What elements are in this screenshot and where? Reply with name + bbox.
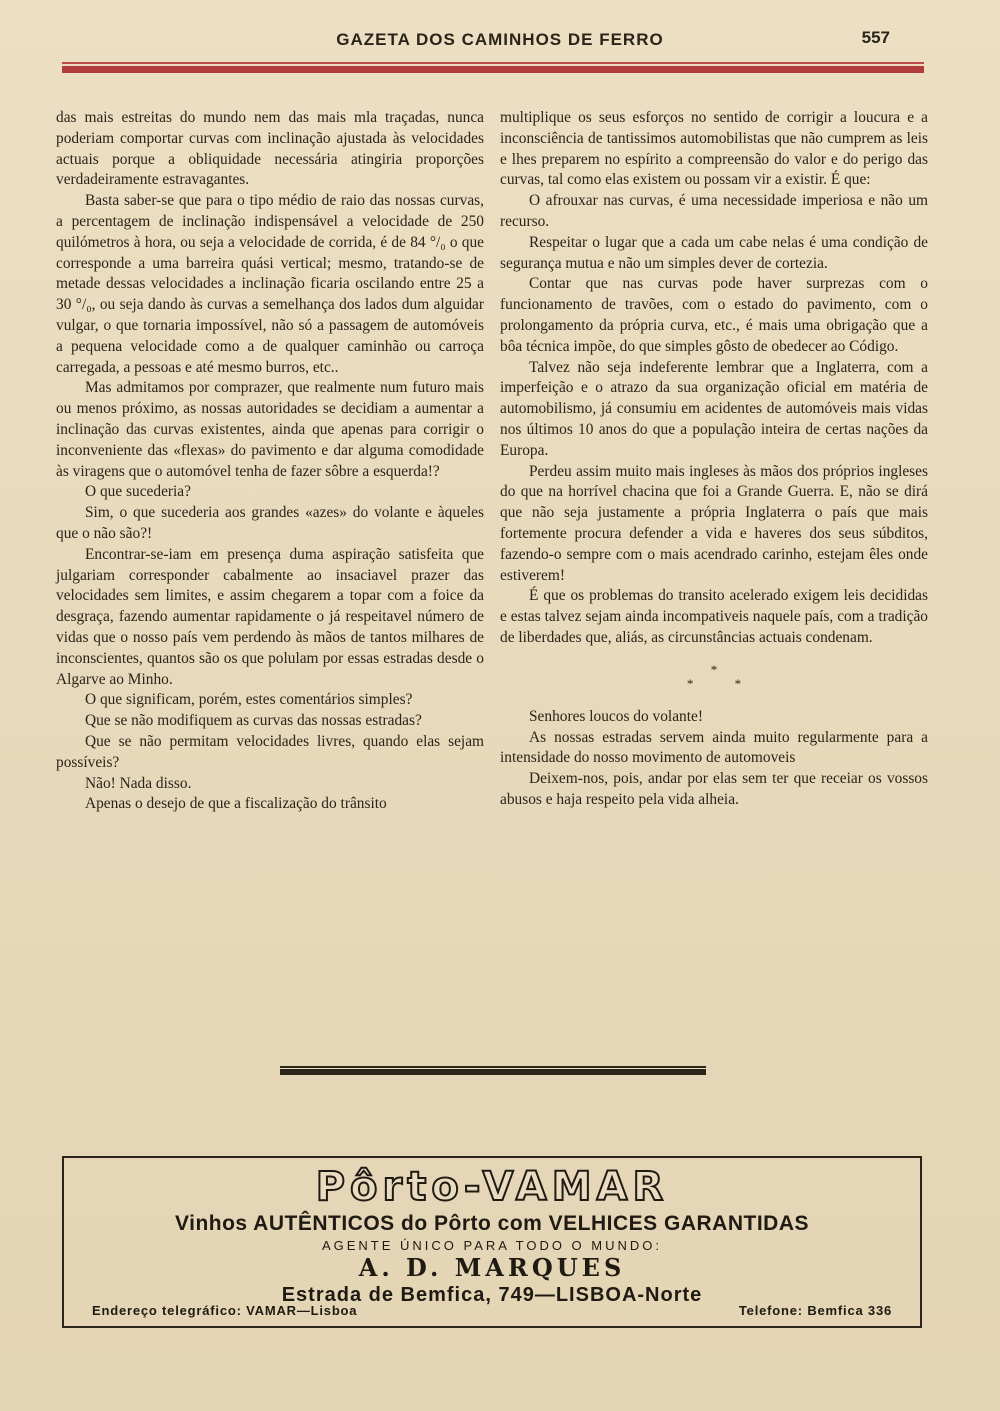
paragraph: das mais estreitas do mundo nem das mais mla traçadas, nunca poderiam comportar curvas com inclinação ajustada às velocidades actuais porque a obliquidade necessária atingiria proporções verdadeiramente estravagantes.: [56, 109, 484, 189]
paragraph: Respeitar o lugar que a cada um cabe nelas é uma condição de segurança mutua e não um simples dever de cortezia.: [500, 233, 928, 272]
paragraph: Contar que nas curvas pode haver surprezas com o funcionamento de travões, com o estado do pavimento, com o prolongamento da própria curva, etc., é mais uma obrigação que a bôa técnica impõe, do que simples gôsto de obedecer ao Código.: [500, 275, 928, 355]
section-rule: [280, 1066, 706, 1075]
asterism-bottom: * *: [686, 675, 742, 691]
paragraph: É que os problemas do transito acelerado exigem leis decididas e estas talvez sejam ainda incompativeis naquele país, com a tradição de liberdades que, aliás, as circunstâncias actuais condenam.: [500, 587, 928, 646]
paragraph: Talvez não seja indeferente lembrar que a Inglaterra, com a imperfeição e o atrazo da sua organização oficial em matéria de automobilismo, já consumiu em acidentes de automóveis mais vidas nos últimos 10 anos do que a população inteira de certas nações da Europa.: [500, 358, 928, 459]
ad-phone: Telefone: Bemfica 336: [738, 1303, 892, 1318]
ad-brand: Pôrto-VAMAR: [315, 1164, 669, 1210]
left-column: [56, 108, 484, 815]
paragraph: As nossas estradas servem ainda muito regularmente para a intensidade do nosso movimento de automoveis: [500, 728, 928, 767]
page-header-title: GAZETA DOS CAMINHOS DE FERRO: [336, 30, 664, 49]
ad-footer: [92, 1303, 892, 1318]
paragraph: Que se não modifiquem as curvas das nossas estradas?: [85, 712, 422, 730]
page-number: 557: [861, 28, 890, 47]
paragraph: Não! Nada disso.: [85, 774, 192, 792]
paragraph: O que sucederia?: [85, 483, 191, 501]
paragraph: O que significam, porém, estes comentários simples?: [85, 691, 413, 709]
ad-agent-line: AGENTE ÚNICO PARA TODO O MUNDO:: [321, 1238, 663, 1253]
paragraph: Perdeu assim muito mais ingleses às mãos dos próprios ingleses do que na horrível chacina que foi a Grande Guerra. E, não se dirá que não seja justamente a própria Inglaterra o país que mais fortemente procura defender a vida e haveres dos seus súbditos, fazendo-o sempre com o mais acendrado carinho, estejam êles onde estiverem!: [500, 462, 928, 584]
paragraph: O afrouxar nas curvas, é uma necessidade imperiosa e não um recurso.: [500, 192, 928, 230]
paragraph: Que se não permitam velocidades livres, quando elas sejam possíveis?: [56, 732, 484, 771]
asterism-top: *: [710, 661, 718, 677]
right-column: [500, 108, 928, 811]
ad-tagline: Vinhos AUTÊNTICOS do Pôrto com VELHICES GARANTIDAS: [174, 1212, 810, 1235]
paragraph: multiplique os seus esforços no sentido de corrigir a loucura e a inconsciência de tantissimos automobilistas que não cumprem as leis e lhes preparem no espírito a compreensão do valor e do perigo das curvas, tal como elas existem ou possam vir a existir. É que:: [500, 109, 928, 189]
paragraph: Basta saber-se que para o tipo médio de raio das nossas curvas, a percentagem de inclinação indispensável a velocidade de 250 quilómetros à hora, ou seja a velocidade de corrida, é de 84 °/₀ o que corresponde a uma barreira quási vertical; mesmo, tratando-se de metade dessas velocidades a inclinação ficaria oscilando entre 25 a 30 °/₀, ou seja dando às curvas a semelhança dos lados dum alguidar vulgar, o que tornaria impossível, não só a passagem de automóveis a pequena velocidade como a de qualquer caminhão ou carroça carregada, a pessoas e até mesmo burros, etc..: [56, 192, 484, 376]
header-rule: [62, 62, 924, 73]
advertisement-content: [64, 1158, 920, 1326]
ad-company-name: A. D. MARQUES: [358, 1253, 626, 1282]
paragraph: Mas admitamos por comprazer, que realmente num futuro mais ou menos próximo, as nossas autoridades se decidiam a aumentar a inclinação das curvas existentes, ainda que apenas para corrigir o inconveniente das «flexas» do pavimento e dar alguma comodidade às viragens que o automóvel tenha de fazer sôbre a esquerda!?: [56, 379, 484, 480]
paragraph: Senhores loucos do volante!: [529, 707, 703, 725]
paragraph: Sim, o que sucederia aos grandes «azes» do volante e àqueles que o não são?!: [56, 504, 484, 542]
ad-address: Estrada de Bemfica, 749—LISBOA-Norte: [281, 1284, 703, 1306]
advertisement-box: [62, 1156, 922, 1328]
ad-telegraph: Endereço telegráfico: VAMAR—Lisboa: [92, 1303, 358, 1318]
asterism-divider: [500, 663, 928, 691]
paragraph: Encontrar-se-iam em presença duma aspiração satisfeita que julgariam corresponder cabalmente ao insaciavel prazer das velocidades sem limites, e assim chegarem a topar com a foice da desgraça, fazendo aumentar rapidamente o já respeitavel número de vidas que o nosso país vem perdendo às mãos de tantos milhares de inconscientes, quantos são os que polulam por essas estradas desde o Algarve ao Minho.: [56, 545, 484, 688]
paragraph: Apenas o desejo de que a fiscalização do trânsito: [85, 795, 387, 813]
paragraph: Deixem-nos, pois, andar por elas sem ter que receiar os vossos abusos e haja respeito pela vida alheia.: [500, 770, 928, 808]
